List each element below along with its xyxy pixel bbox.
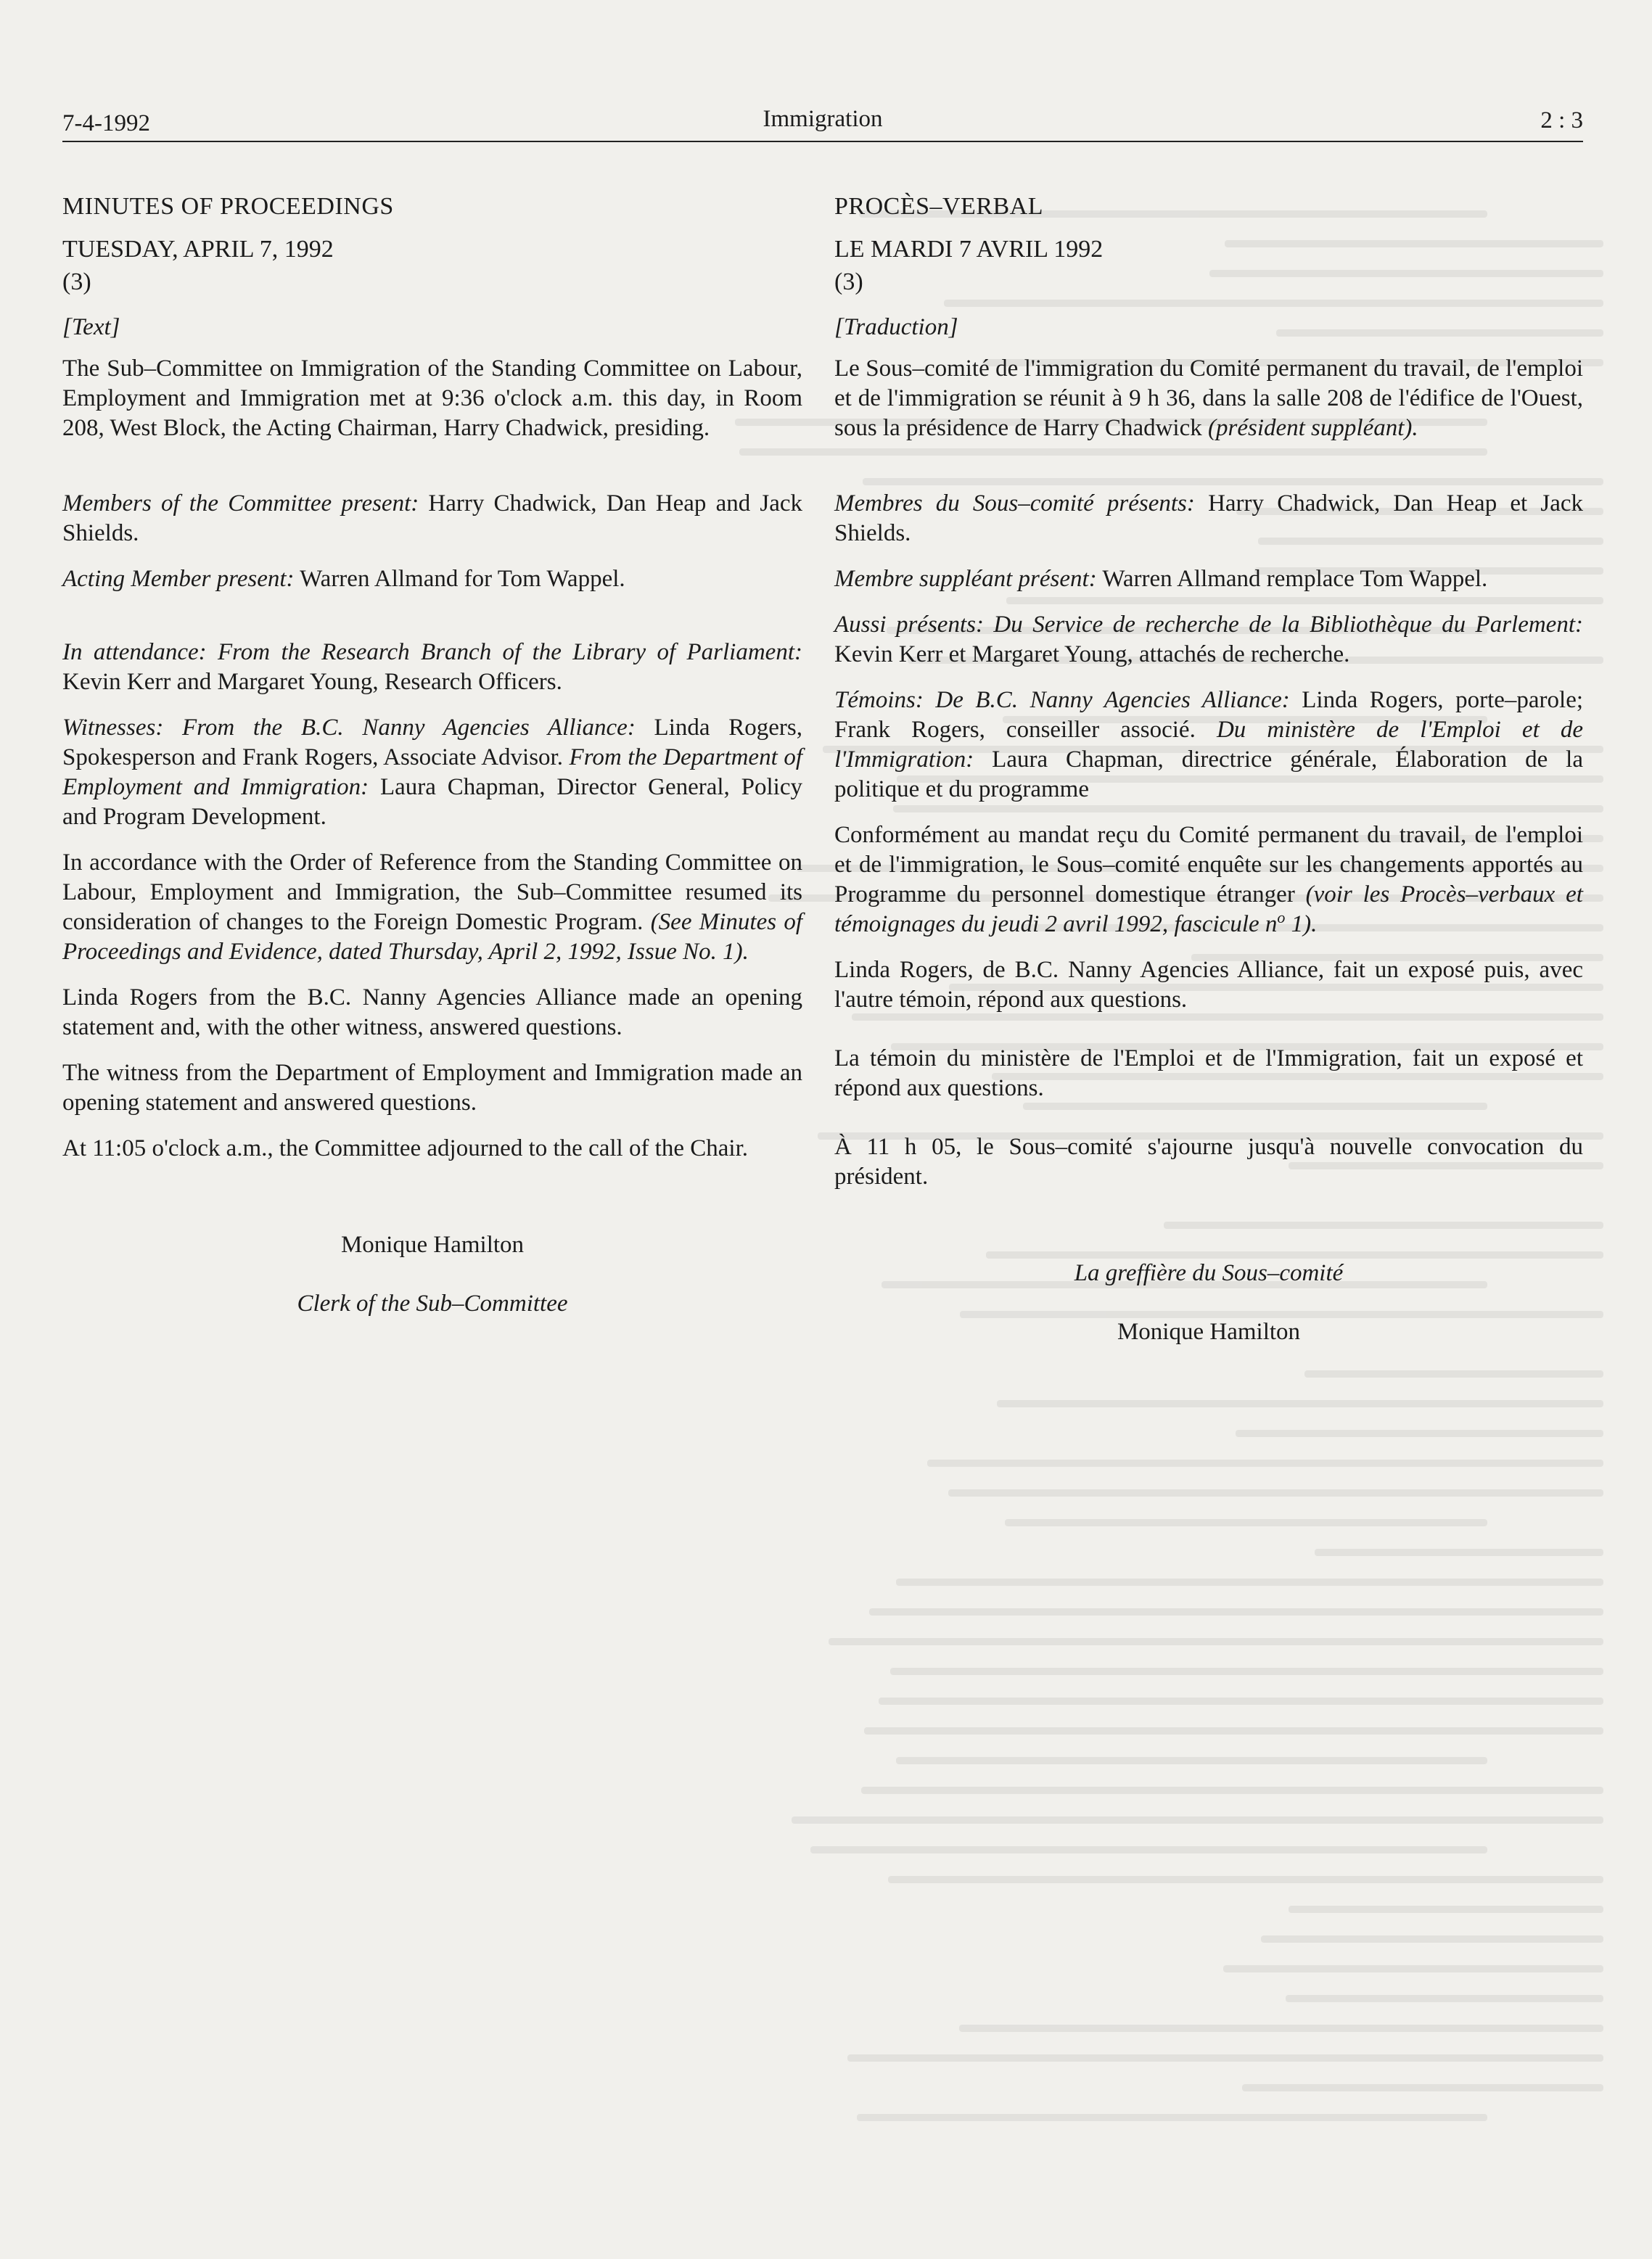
minutes-title: MINUTES OF PROCEEDINGS [62, 193, 394, 220]
meeting-number: (3) [62, 268, 91, 295]
bleed-line [1149, 1638, 1603, 1645]
bleed-line [997, 1400, 1487, 1407]
language-tag: [Text] [62, 314, 120, 340]
numero-superscript: o [1277, 908, 1286, 926]
bleed-line [1236, 1430, 1603, 1437]
bleed-line [857, 2114, 1487, 2121]
order-citation-text-fr: (voir les Procès–verbaux et témoignages du jeudi 2 avril 1992, fascicule n [834, 881, 1583, 937]
bleed-line [1005, 1519, 1487, 1526]
bleed-line [1289, 1906, 1603, 1913]
running-header [62, 102, 1583, 141]
bleed-line [869, 1608, 1487, 1616]
bleed-line [1196, 1876, 1603, 1883]
clerk-title-fr: La greffière du Sous–comité [1074, 1260, 1344, 1286]
meeting-date-fr: LE MARDI 7 AVRIL 1992 [834, 236, 1104, 263]
bleed-line [1223, 1965, 1603, 1972]
opening-paragraph: The Sub–Committee on Immigration of the Standing Committee on Labour, Employment and Immigration met at 9:36 o'clock a.m. this day, in Room 208, West Block, the Acting Chairman, Harry Chadwick, presiding. [62, 355, 802, 441]
bleed-line [1242, 1400, 1603, 1407]
order-text: In accordance with the Order of Reference from the Standing Committee on Labour, Employment and Immigration, the Sub–Committee resumed its consideration of changes to the Foreign Domestic Program. [62, 849, 802, 935]
bleed-line [1261, 1935, 1603, 1943]
members-present [62, 489, 802, 548]
bleed-line [1172, 1698, 1603, 1705]
proces-verbal-title: PROCÈS–VERBAL [834, 193, 1043, 220]
bleed-line [896, 1757, 1487, 1764]
bleed-line [1219, 1579, 1603, 1586]
members-names: Harry Chadwick, Dan Heap and Jack Shields. [62, 490, 803, 546]
opening-statement-fr-1: Linda Rogers, de B.C. Nanny Agencies Alliance, fait un exposé puis, avec l'autre témoin, répond aux questions. [834, 957, 1583, 1013]
bleed-line [861, 1787, 1487, 1794]
header-page-number: 2 : 3 [1540, 107, 1583, 133]
adjournment: At 11:05 o'clock a.m., the Committee adjourned to the call of the Chair. [62, 1135, 748, 1161]
opening-statement-1: Linda Rogers from the B.C. Nanny Agencies Alliance made an opening statement and, with the other witness, answered questions. [62, 984, 802, 1040]
bleed-line [927, 1460, 1487, 1467]
clerk-name-fr: Monique Hamilton [1117, 1319, 1301, 1345]
opening-text-fr: Le Sous–comité de l'immigration du Comité permanent du travail, de l'emploi et de l'immigration se réunit à 9 h 36, dans la salle 208 de l'édifice de l'Ouest, sous la présidence de Harry Chadwick [834, 355, 1583, 441]
order-of-reference [62, 848, 802, 967]
bleed-line [1315, 1549, 1603, 1556]
header-date: 7-4-1992 [62, 110, 150, 136]
bleed-line [1286, 1995, 1603, 2002]
spacer [62, 610, 802, 638]
meeting-number-fr: (3) [834, 268, 863, 295]
order-of-reference-fr [834, 820, 1583, 939]
bleed-line [948, 1489, 1487, 1497]
opening-role-fr: (président suppléant). [1208, 415, 1418, 441]
spacer [834, 1119, 1583, 1132]
bleed-line [1304, 1370, 1603, 1378]
opening-paragraph-fr [834, 354, 1583, 473]
witnesses-label-fr-2: Du ministère de l'Emploi et de l'Immigration: [834, 717, 1583, 773]
bleed-line [1298, 1608, 1603, 1616]
bleed-line [792, 1816, 1487, 1824]
bleed-line [1237, 1816, 1603, 1824]
members-label: Members of the Committee present: [62, 490, 419, 517]
bleed-line [888, 1876, 1487, 1883]
opening-statement-2: The witness from the Department of Employment and Immigration made an opening statement and answered questions. [62, 1060, 802, 1116]
in-attendance [62, 638, 802, 697]
order-text-fr: Conformément au mandat reçu du Comité permanent du travail, de l'emploi et de l'immigration, le Sous–comité enquête sur les changements apportés au Programme du personnel domestique étranger [834, 822, 1583, 908]
members-present-fr [834, 489, 1583, 548]
witnesses-names-2: Laura Chapman, Director General, Policy and Program Development. [62, 774, 802, 830]
bleed-line [1242, 2084, 1603, 2091]
bleed-line [896, 1579, 1487, 1586]
opening-statement-fr-2: La témoin du ministère de l'Emploi et de l'Immigration, fait un exposé et répond aux questions. [834, 1045, 1583, 1101]
acting-member-fr [834, 564, 1583, 594]
acting-member [62, 564, 802, 594]
attendance-names: Kevin Kerr and Margaret Young, Research Officers. [62, 669, 562, 695]
acting-label: Acting Member present: [62, 566, 295, 592]
bleed-line [890, 1668, 1487, 1675]
french-column [834, 192, 1583, 1347]
attendance-label-fr: Aussi présents: Du Service de recherche de la Bibliothèque du Parlement: [834, 612, 1583, 638]
attendance-names-fr: Kevin Kerr et Margaret Young, attachés de recherche. [834, 641, 1350, 667]
acting-label-fr: Membre suppléant présent: [834, 566, 1097, 592]
bleed-line [959, 2025, 1487, 2032]
witnesses [62, 713, 802, 832]
bleed-line [1164, 2054, 1603, 2062]
witnesses-names-fr-1: Linda Rogers, porte–parole; Frank Rogers, conseiller associé. [834, 687, 1584, 743]
witnesses-label-2: From the Department of Employment and Immigration: [62, 744, 802, 800]
language-tag-fr: [Traduction] [834, 314, 958, 340]
acting-names: Warren Allmand for Tom Wappel. [294, 566, 625, 592]
bleed-line [1306, 1489, 1603, 1497]
members-names-fr: Harry Chadwick, Dan Heap et Jack Shields. [834, 490, 1583, 546]
adjournment-fr: À 11 h 05, le Sous–comité s'ajourne jusqu'à nouvelle convocation du président. [834, 1134, 1583, 1190]
clerk-title: Clerk of the Sub–Committee [297, 1291, 568, 1317]
bleed-line [1185, 1460, 1603, 1467]
witnesses-names-fr-2: Laura Chapman, directrice générale, Élaboration de la politique et du programme [834, 746, 1583, 802]
spacer [834, 1031, 1583, 1044]
meeting-date: TUESDAY, APRIL 7, 1992 [62, 236, 334, 263]
witnesses-label: Witnesses: From the B.C. Nanny Agencies Alliance: [62, 715, 636, 741]
witnesses-fr [834, 686, 1583, 805]
members-label-fr: Membres du Sous–comité présents: [834, 490, 1195, 517]
acting-names-fr: Warren Allmand remplace Tom Wappel. [1096, 566, 1488, 592]
in-attendance-fr [834, 610, 1583, 670]
bleed-line [1246, 1787, 1603, 1794]
bleed-line [864, 1727, 1487, 1735]
bleed-line [847, 2054, 1487, 2062]
spacer [834, 1288, 1583, 1317]
witnesses-names-1: Linda Rogers, Spokesperson and Frank Rogers, Associate Advisor. [62, 715, 802, 770]
clerk-name: Monique Hamilton [340, 1232, 525, 1258]
bleed-line [879, 1698, 1487, 1705]
header-title: Immigration [763, 106, 883, 132]
attendance-label: In attendance: From the Research Branch of the Library of Parliament: [62, 639, 802, 665]
witnesses-label-fr: Témoins: De B.C. Nanny Agencies Alliance: [834, 687, 1290, 713]
bleed-line [810, 1846, 1487, 1853]
order-citation-end-fr: 1). [1285, 911, 1318, 937]
spacer [62, 1260, 802, 1289]
order-citation: (See Minutes of Proceedings and Evidence, dated Thursday, April 2, 1992, Issue No. 1). [62, 909, 802, 965]
header-rule [62, 141, 1583, 142]
spacer [834, 1208, 1583, 1259]
spacer [62, 1180, 802, 1230]
english-column [62, 192, 802, 1319]
bleed-line [1263, 2025, 1603, 2032]
bleed-line [829, 1638, 1487, 1645]
bleed-line [1154, 1668, 1603, 1675]
bleed-line [1201, 1727, 1603, 1735]
